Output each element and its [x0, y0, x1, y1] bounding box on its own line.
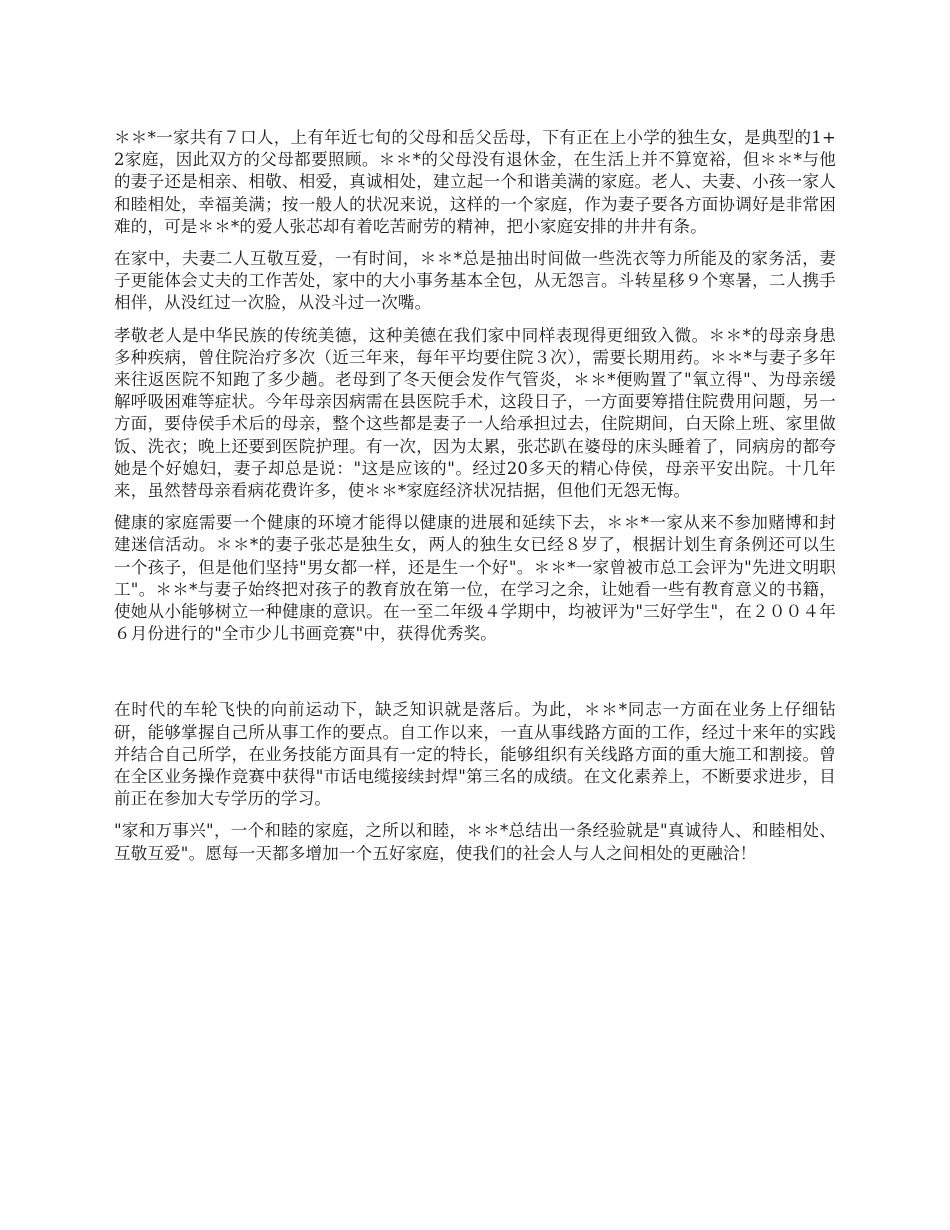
document-body: [114, 127, 836, 875]
section-spacer: [114, 655, 836, 699]
paragraph-mutual-respect: 在家中，夫妻二人互敬互爱，一有时间，＊＊*总是抽出时间做一些洗衣等力所能及的家务活，妻子更能体会丈夫的工作苦处，家中的大小事务基本全包，从无怨言。斗转星移９个寒暑，二人携手相伴，从没红过一次脸，从没斗过一次嘴。: [114, 249, 836, 313]
paragraph-filial-piety: 孝敬老人是中华民族的传统美德，这种美德在我们家中同样表现得更细致入微。＊＊*的母亲身患多种疾病，曾住院治疗多次（近三年来，每年平均要住院３次），需要长期用药。＊＊*与妻子多年来往返医院不知跑了多少趟。老母到了冬天便会发作气管炎，＊＊*便购置了"氧立得"、为母亲缓解呼吸困难等症状。今年母亲因病需在县医院手术，这段日子，一方面要筹措住院费用问题，另一方面，要侍侯手术后的母亲，整个这些都是妻子一人给承担过去，住院期间，白天除上班、家里做饭、洗衣；晚上还要到医院护理。有一次，因为太累，张芯趴在婆母的床头睡着了，同病房的都夸她是个好媳妇，妻子却总是说："这是应该的"。经过20多天的精心侍侯，母亲平安出院。十几年来，虽然替母亲看病花费许多，使＊＊*家庭经济状况拮据，但他们无怨无悔。: [114, 325, 836, 501]
paragraph-professional-study: 在时代的车轮飞快的向前运动下，缺乏知识就是落后。为此，＊＊*同志一方面在业务上仔细钻研，能够掌握自己所从事工作的要点。自工作以来，一直从事线路方面的工作，经过十来年的实践并结合自己所学，在业务技能方面具有一定的特长，能够组织有关线路方面的重大施工和割接。曾在全区业务操作竞赛中获得"市话电缆接续封焊"第三名的成绩。在文化素养上，不断要求进步，目前正在参加大专学历的学习。: [114, 700, 836, 809]
paragraph-conclusion: "家和万事兴"，一个和睦的家庭，之所以和睦，＊＊*总结出一条经验就是"真诚待人、和睦相处、互敬互爱"。愿每一天都多增加一个五好家庭，使我们的社会人与人之间相处的更融洽！: [114, 821, 836, 863]
paragraph-healthy-family: 健康的家庭需要一个健康的环境才能得以健康的进展和延续下去，＊＊*一家从来不参加赌博和封建迷信活动。＊＊*的妻子张芯是独生女，两人的独生女已经８岁了，根据计划生育条例还可以生一个孩子，但是他们坚持"男女都一样，还是生一个好"。＊＊*一家曾被市总工会评为"先进文明职工"。＊＊*与妻子始终把对孩子的教育放在第一位，在学习之余，让她看一些有教育意义的书籍，使她从小能够树立一种健康的意识。在一至二年级４学期中，均被评为"三好学生"，在２００４年６月份进行的"全市少儿书画竞赛"中，获得优秀奖。: [114, 513, 836, 644]
paragraph-family-overview: ＊＊*一家共有７口人，上有年近七旬的父母和岳父岳母，下有正在上小学的独生女，是典型的1+2家庭，因此双方的父母都要照顾。＊＊*的父母没有退休金，在生活上并不算宽裕，但＊＊*与他的妻子还是相亲、相敬、相爱，真诚相处，建立起一个和谐美满的家庭。老人、夫妻、小孩一家人和睦相处，幸福美满；按一般人的状况来说，这样的一个家庭，作为妻子要各方面协调好是非常困难的，可是＊＊*的爱人张芯却有着吃苦耐劳的精神，把小家庭安排的井井有条。: [114, 128, 836, 236]
